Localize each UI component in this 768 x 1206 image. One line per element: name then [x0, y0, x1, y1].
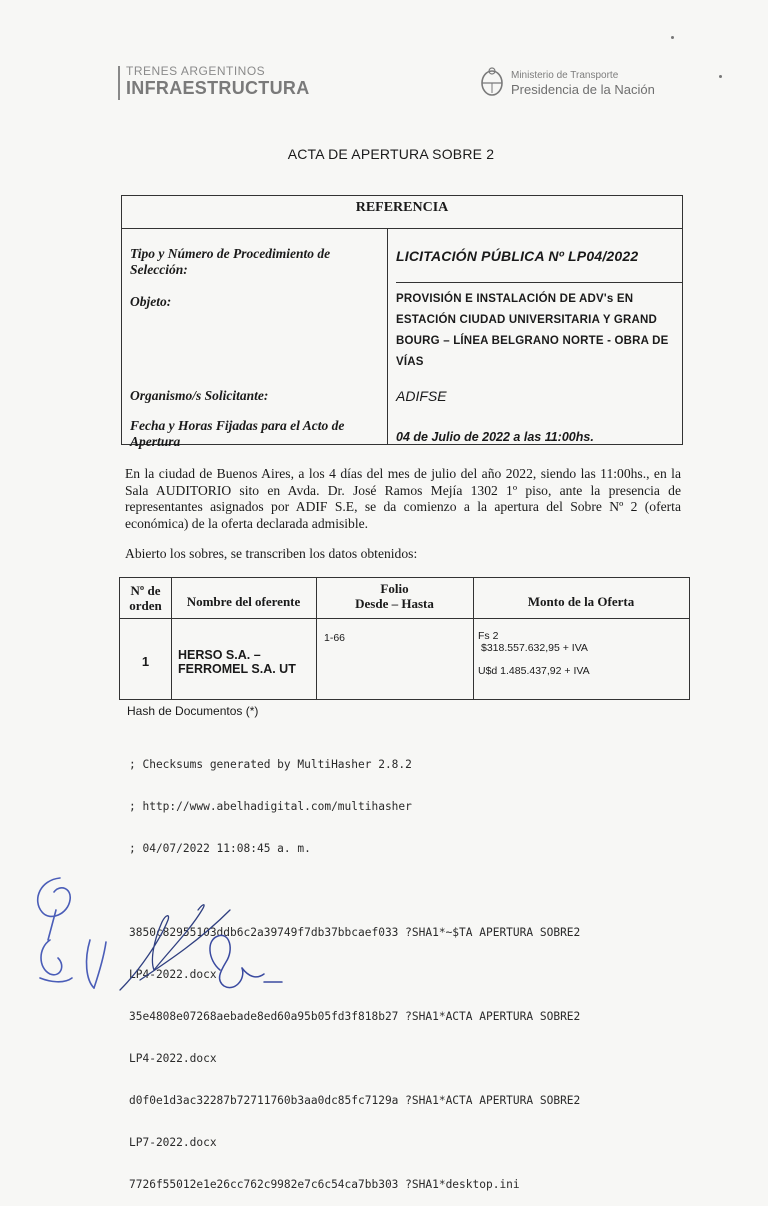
coat-of-arms-icon: [480, 66, 504, 98]
hash-line: 7726f55012e1e26cc762c9982e7c6c54ca7bb303 ?SHA1*desktop.ini: [129, 1178, 520, 1191]
row-nombre-line1: HERSO S.A. –: [178, 648, 261, 662]
hash-line: LP7-2022.docx: [129, 1136, 217, 1149]
logo-line-1: TRENES ARGENTINOS: [126, 64, 266, 78]
row-monto-dolares: U$d 1.485.437,92 + IVA: [478, 665, 590, 677]
oferta-table: [119, 577, 690, 700]
header-orden: [120, 583, 171, 613]
presidencia-name: Presidencia de la Nación: [511, 82, 655, 97]
label-fecha-apertura: Fecha y Horas Fijadas para el Acto de Apertura: [130, 418, 345, 449]
hash-line: LP4-2022.docx: [129, 1052, 217, 1065]
row-fs: Fs 2: [478, 630, 499, 642]
row-folio: 1-66: [324, 632, 346, 644]
hash-line: ; Checksums generated by MultiHasher 2.8.2: [129, 758, 412, 771]
hash-line: ; 04/07/2022 11:08:45 a. m.: [129, 842, 311, 855]
hash-title: Hash de Documentos (*): [127, 704, 259, 718]
value-fecha: 04 de Julio de 2022 a las 11:00hs.: [396, 430, 594, 444]
document-title-text: ACTA DE APERTURA SOBRE 2: [287, 146, 495, 162]
hash-line: 35e4808e07268aebade8ed60a95b05fd3f818b27 ?SHA1*ACTA APERTURA SOBRE2: [129, 1010, 581, 1023]
row-nombre: [178, 648, 296, 676]
logo-line-2: INFRAESTRUCTURA: [126, 78, 310, 98]
row-orden: 1: [141, 654, 150, 669]
row-monto-pesos: $318.557.632,95 + IVA: [481, 642, 588, 654]
header-orden-line1: Nº de: [130, 583, 161, 598]
scan-speck: [719, 75, 722, 78]
hash-line: 3850c82955103ddb6c2a39749f7db37bbcaef033 ?SHA1*~$TA APERTURA SOBRE2: [129, 926, 581, 939]
label-tipo-procedimiento: Tipo y Número de Procedimiento de Selección:: [130, 246, 331, 277]
header-folio-line1: Folio: [380, 581, 409, 596]
hash-line: LP4-2022.docx: [129, 968, 217, 981]
ministerio-name: Ministerio de Transporte: [511, 70, 619, 81]
label-organismo: Organismo/s Solicitante:: [130, 388, 269, 403]
referencia-table: [121, 195, 683, 449]
header-nombre: Nombre del oferente: [186, 594, 301, 609]
value-licitacion: LICITACIÓN PÚBLICA Nº LP04/2022: [396, 248, 639, 264]
value-objeto: PROVISIÓN E INSTALACIÓN DE ADV's EN ESTACIÓN CIUDAD UNIVERSITARIA Y GRAND BOURG – LÍNEA BELGRANO NORTE - OBRA DE VÍAS: [396, 293, 669, 368]
row-nombre-line2: FERROMEL S.A. UT: [178, 662, 296, 676]
header-folio: [316, 581, 473, 611]
scan-speck: [671, 36, 674, 39]
header-folio-line2: Desde – Hasta: [355, 596, 434, 611]
signatures-icon: [20, 870, 300, 1010]
hash-line: d0f0e1d3ac32287b72711760b3aa0dc85fc7129a ?SHA1*ACTA APERTURA SOBRE2: [129, 1094, 581, 1107]
hash-line: ; http://www.abelhadigital.com/multihasher: [129, 800, 412, 813]
header-orden-line2: orden: [129, 598, 162, 613]
label-objeto: Objeto:: [130, 294, 172, 309]
body-paragraph: En la ciudad de Buenos Aires, a los 4 días del mes de julio del año 2022, siendo las 11:00hs., en la Sala AUDITORIO sito en Avda. Dr. José Ramos Mejía 1302 1º piso, ante la presencia de representantes asignados por ADIF S.E, se da comienzo a la apertura del Sobre Nº 2 (oferta económica) de la oferta declarada admisible.: [125, 466, 681, 531]
body-paragraph-2: Abierto los sobres, se transcriben los datos obtenidos:: [125, 546, 418, 561]
document-title: [0, 146, 768, 162]
header-monto: Monto de la Oferta: [527, 594, 635, 609]
value-organismo: ADIFSE: [396, 388, 447, 404]
referencia-heading: REFERENCIA: [122, 196, 682, 229]
